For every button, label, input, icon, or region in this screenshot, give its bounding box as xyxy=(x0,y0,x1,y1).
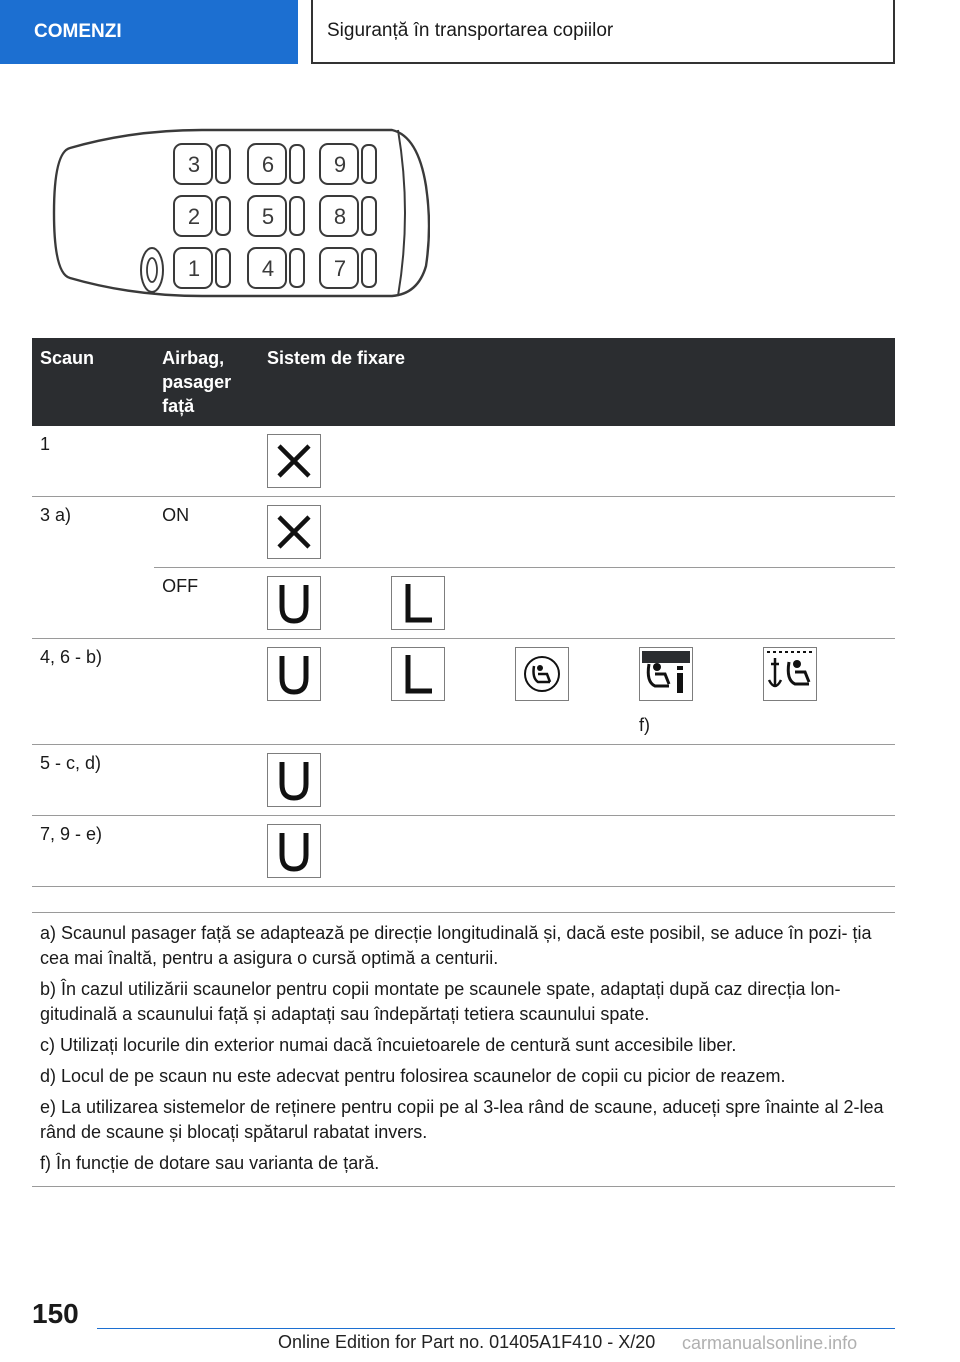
cross-icon xyxy=(267,434,321,488)
watermark: carmanualsonline.info xyxy=(682,1333,858,1353)
fixing-system-cell xyxy=(259,816,895,887)
airbag-cell xyxy=(154,745,259,816)
fixing-system-cell xyxy=(259,745,895,816)
seat-position xyxy=(320,196,376,236)
footnote: a) Scaunul pasager față se adaptează pe direcție longitudinală și, dacă este posibil, se aduce în pozi‐ ția cea mai înaltă, pentru a asigura o cursă optimă a centurii. xyxy=(40,923,872,968)
seat-number: 8 xyxy=(333,204,347,229)
fixing-system-cell xyxy=(259,568,895,639)
seat-cell: 1 xyxy=(32,426,154,497)
seat-position xyxy=(320,144,376,184)
seat-number: 9 xyxy=(333,152,347,177)
seat-cell: 3 a) xyxy=(32,497,154,639)
u-icon xyxy=(267,753,321,807)
header-fixing-system: Sistem de fixare xyxy=(259,338,895,426)
fixing-option xyxy=(267,824,391,878)
footnote: b) În cazul utilizării scaunelor pentru copii montate pe scaunele spate, adaptați după caz direcția lon‐ gitudinală a scaunului față și adaptați sau îndepărtați tetiera scaunului spate. xyxy=(40,979,841,1024)
page-number: 150 xyxy=(32,1298,79,1329)
seat-position xyxy=(174,196,230,236)
seat-number: 7 xyxy=(333,256,347,281)
seat-layout-figure xyxy=(52,126,430,300)
fixing-system-cell xyxy=(259,639,895,745)
seat-position xyxy=(174,248,230,288)
header-seat: Scaun xyxy=(32,338,154,426)
edition-text: Online Edition for Part no. 01405A1F410 - X/20 xyxy=(278,1332,656,1352)
header-airbag: Airbag, pasager față xyxy=(154,338,259,426)
section-label: COMENZI xyxy=(34,21,122,42)
child-seat-isize-icon xyxy=(639,647,693,701)
seat-position xyxy=(174,144,230,184)
l-icon xyxy=(391,576,445,630)
table-row xyxy=(32,497,895,568)
seat-suitability-table xyxy=(32,338,895,887)
footnote: c) Utilizați locurile din exterior numai dacă încuietoarele de centură sunt accesibile liber. xyxy=(40,1035,737,1055)
table-row xyxy=(32,568,895,639)
airbag-cell xyxy=(154,639,259,745)
footnote: e) La utilizarea sistemelor de reținere pentru copii pe al 3-lea rând de scaune, aduceți spre înainte al 2-lea rând de scaune și blocați spătarul rabatat invers. xyxy=(40,1097,884,1142)
seat-number: 6 xyxy=(261,152,275,177)
fixing-option xyxy=(267,576,391,630)
footnote: f) În funcție de dotare sau varianta de țară. xyxy=(40,1153,380,1173)
table-row xyxy=(32,426,895,497)
table-row xyxy=(32,816,895,887)
seat-position xyxy=(248,196,304,236)
table-row xyxy=(32,639,895,745)
fixing-system-cell xyxy=(259,497,895,568)
child-seat-circle-icon xyxy=(515,647,569,701)
airbag-cell xyxy=(154,816,259,887)
cross-icon xyxy=(267,505,321,559)
l-icon xyxy=(391,647,445,701)
seat-number: 5 xyxy=(261,204,275,229)
footnote: d) Locul de pe scaun nu este adecvat pentru folosirea scaunelor de copii cu picior de reazem. xyxy=(40,1066,786,1086)
seat-cell: 7, 9 - e) xyxy=(32,816,154,887)
steering-wheel-icon xyxy=(141,248,163,292)
seat-position xyxy=(320,248,376,288)
fixing-option xyxy=(763,647,887,736)
fixing-option xyxy=(391,647,515,736)
chapter-title: Siguranță în transportarea copiilor xyxy=(327,20,614,41)
seat-position xyxy=(248,144,304,184)
fixing-system-cell xyxy=(259,426,895,497)
fixing-option xyxy=(267,434,391,488)
u-icon xyxy=(267,824,321,878)
seat-position xyxy=(248,248,304,288)
seat-cell: 4, 6 - b) xyxy=(32,639,154,745)
icon-caption: f) xyxy=(639,715,650,735)
child-seat-anchor-icon xyxy=(763,647,817,701)
airbag-cell xyxy=(154,426,259,497)
seat-number: 4 xyxy=(261,256,275,281)
section-tab xyxy=(0,0,298,64)
chapter-header xyxy=(311,0,895,64)
table-row xyxy=(32,745,895,816)
fixing-option xyxy=(639,647,763,736)
fixing-option xyxy=(267,505,391,559)
u-icon xyxy=(267,647,321,701)
footnotes xyxy=(32,912,895,1187)
seat-number: 1 xyxy=(187,256,201,281)
seat-number: 3 xyxy=(187,152,201,177)
airbag-cell: ON xyxy=(154,497,259,568)
fixing-option xyxy=(515,647,639,736)
u-icon xyxy=(267,576,321,630)
footer-rule xyxy=(97,1328,895,1329)
fixing-option xyxy=(391,576,515,630)
fixing-option xyxy=(267,753,391,807)
seat-cell: 5 - c, d) xyxy=(32,745,154,816)
seat-number: 2 xyxy=(187,204,201,229)
airbag-cell: OFF xyxy=(154,568,259,639)
fixing-option xyxy=(267,647,391,736)
